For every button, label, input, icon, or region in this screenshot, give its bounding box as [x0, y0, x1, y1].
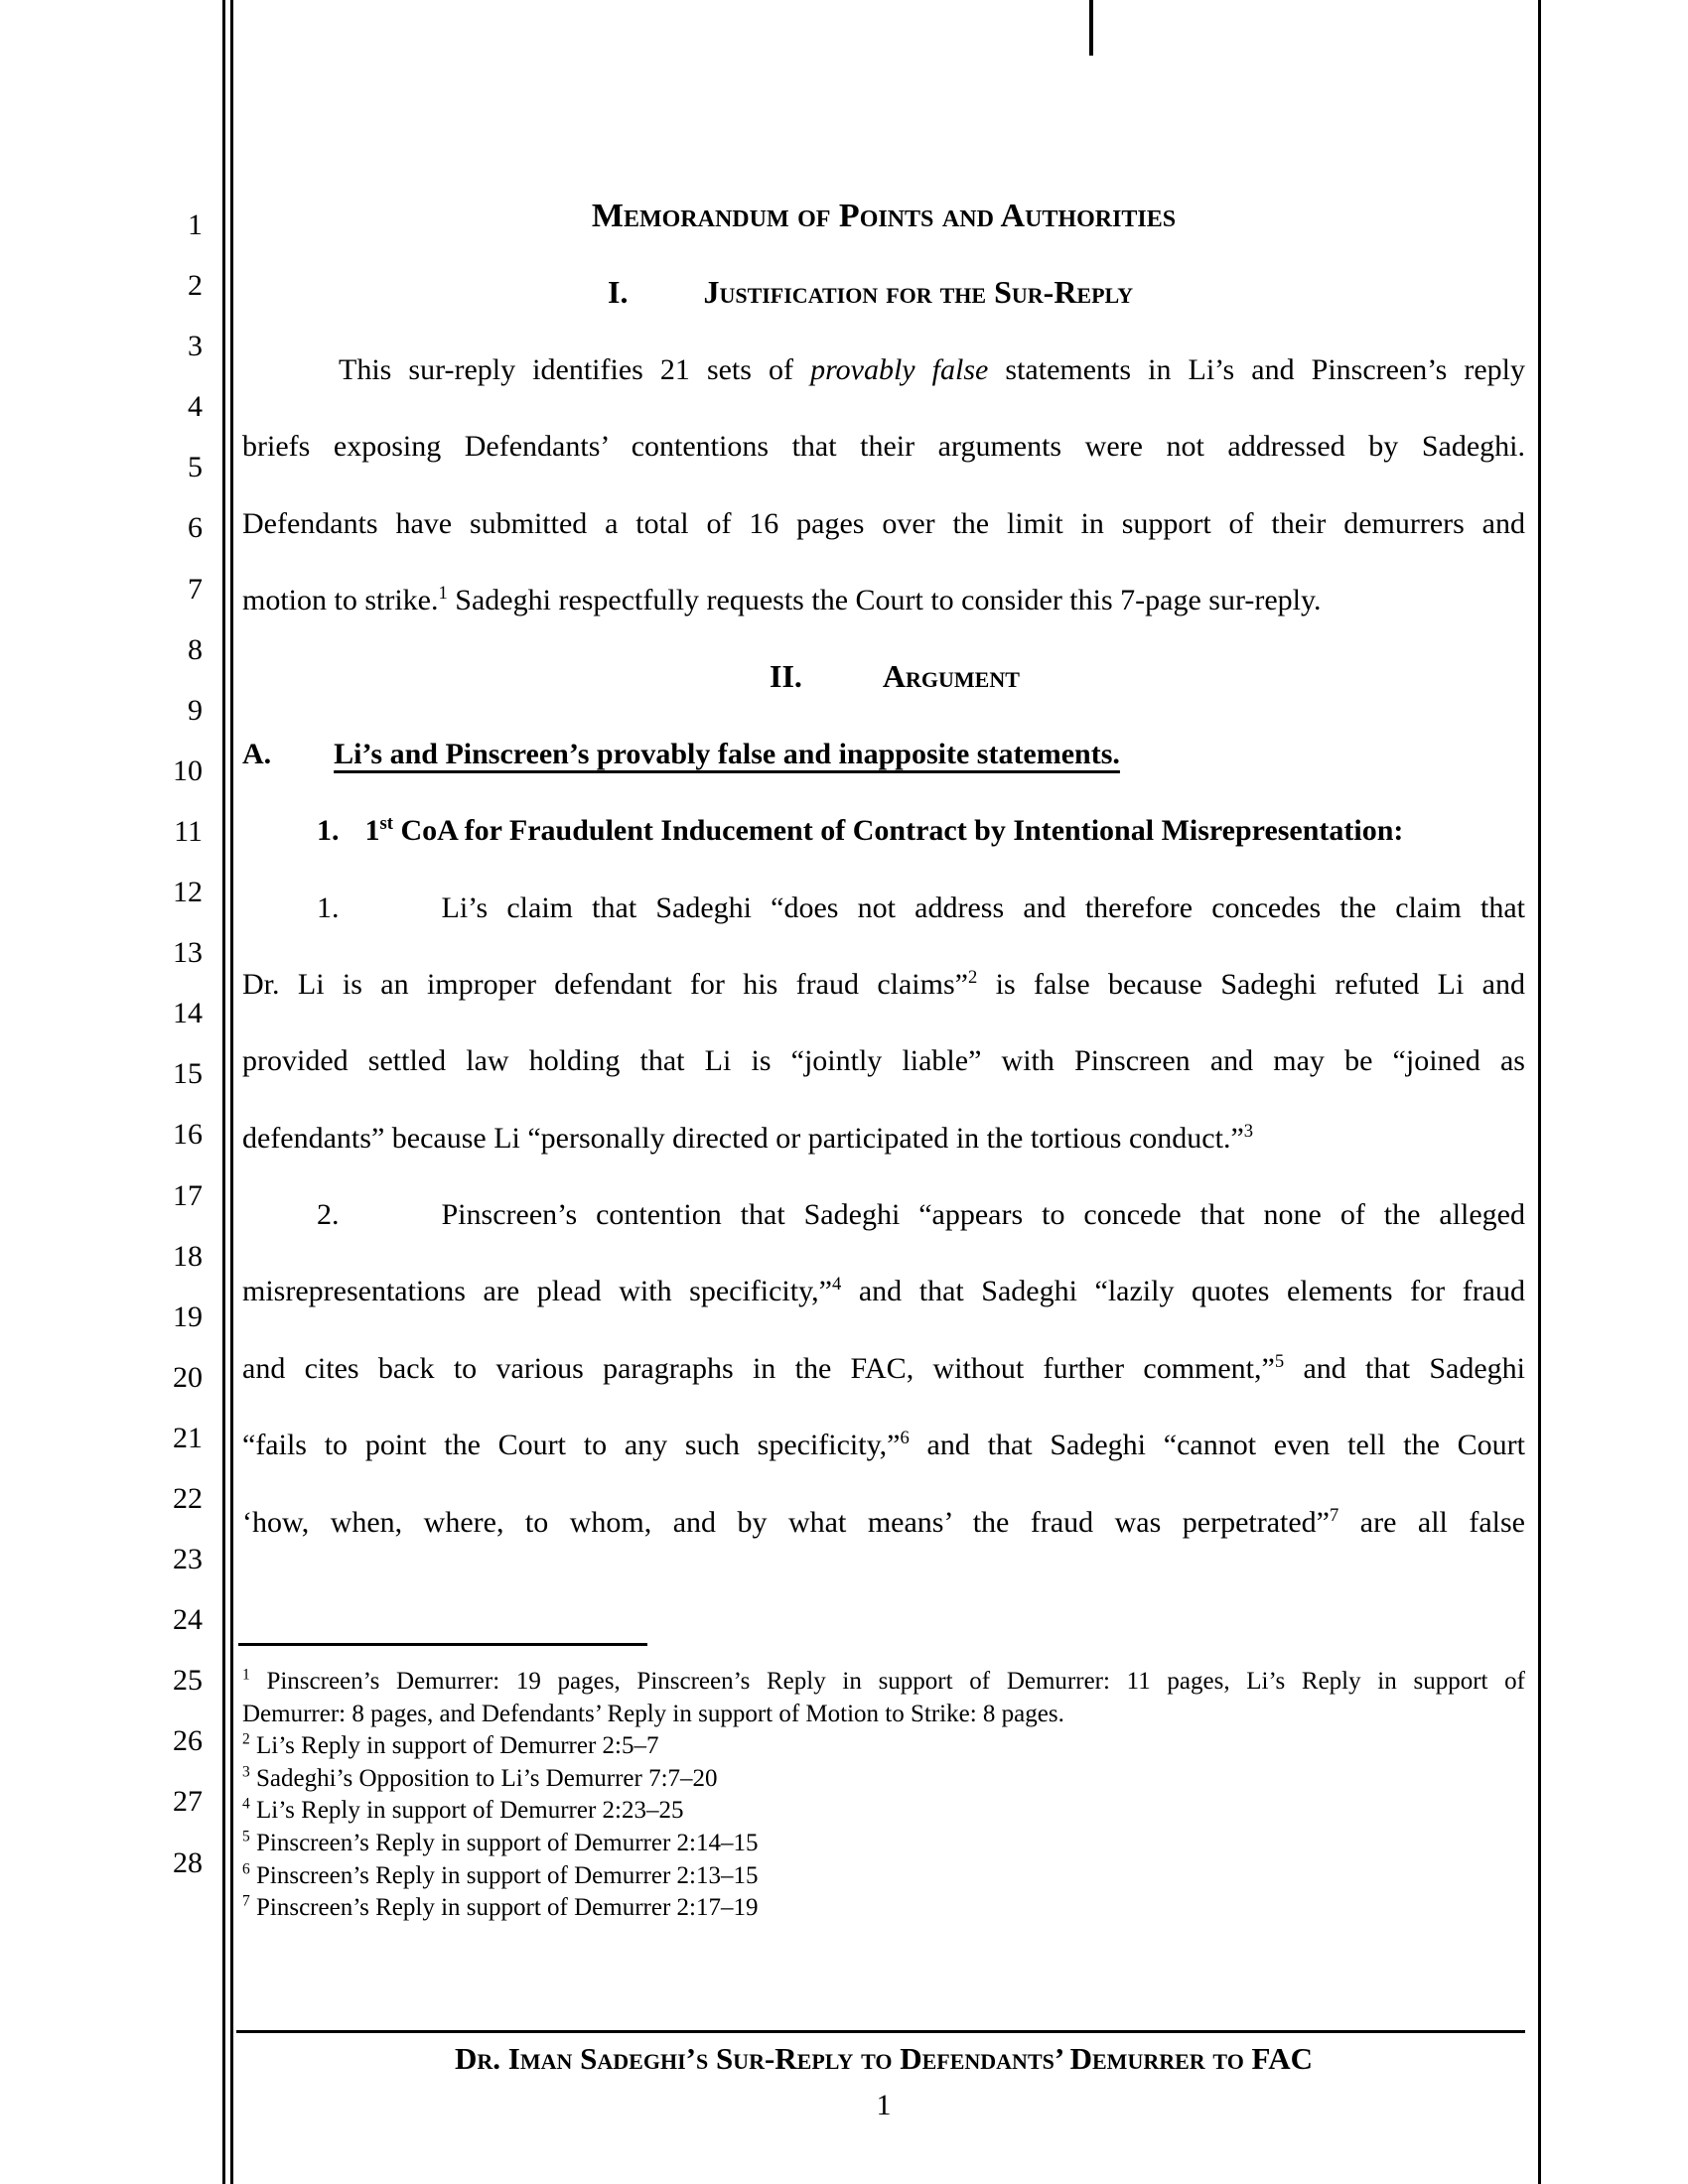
line-number: 9: [188, 693, 203, 727]
line-number: 7: [188, 572, 203, 606]
line-number: 17: [173, 1178, 203, 1212]
footnote-ref-2: 2: [967, 966, 978, 988]
footnote: $^1$ Pinscreen’s Demurrer: 19 pages, Pinscreen’s Reply in support of Demurrer: 11 pages, Li’s Reply in support of: [242, 1666, 1525, 1695]
paragraph-line: Defendants have submitted a total of 16 pages over the limit in support of their demurrers and: [242, 506, 1525, 540]
paragraph-line: 2. Pinscreen’s contention that Sadeghi “appears to concede that none of the alleged: [317, 1198, 1525, 1232]
coa-1-title: 1st CoA for Fraudulent Inducement of Contract by Intentional Misrepresentation:: [364, 813, 1404, 848]
line-number: 25: [173, 1664, 203, 1698]
line-number: 26: [173, 1724, 203, 1758]
line-number: 27: [173, 1785, 203, 1819]
paragraph-line: “fails to point the Court to any such specificity,”$^6$ and that Sadeghi “cannot even tell the Court: [242, 1428, 1525, 1462]
coa-heading-1: [242, 792, 1525, 869]
line-number: 19: [173, 1299, 203, 1333]
section-heading-1: [242, 254, 1525, 331]
footnote-number: 3: [242, 1763, 250, 1781]
footnote-ref-4: 4: [831, 1274, 842, 1296]
caption-divider-stub: [1089, 0, 1093, 56]
line-number: 10: [173, 753, 203, 787]
line-number: 11: [174, 814, 203, 848]
line-number: 22: [173, 1481, 203, 1515]
ordinal-suffix: st: [379, 813, 393, 835]
memo-title: [242, 178, 1525, 254]
footnote: $^6$ Pinscreen’s Reply in support of Demurrer 2:13–15: [242, 1860, 759, 1889]
footnote-ref-6: 6: [900, 1428, 910, 1449]
footnote-number: 5: [242, 1828, 250, 1845]
subsection-A-title: Li’s and Pinscreen’s provably false and inapposite statements.: [334, 737, 1120, 770]
line-number: 15: [173, 1057, 203, 1091]
footer-title: Dr. Iman Sadeghi’s Sur-Reply to Defendants’ Demurrer to FAC: [455, 2041, 1313, 2076]
paragraph-line: and cites back to various paragraphs in the FAC, without further comment,”$^5$ and that Sadeghi: [242, 1350, 1525, 1385]
section-heading-2: [242, 638, 1525, 715]
coa-1-number: 1.: [317, 814, 340, 848]
numbered-item-1: 1.: [317, 890, 340, 924]
footnote: $^4$ Li’s Reply in support of Demurrer 2:23–25: [242, 1796, 684, 1825]
paragraph-line: defendants” because Li “personally directed or participated in the tortious conduct.”$^3$: [242, 1120, 1254, 1155]
footnote-ref-5: 5: [1274, 1350, 1285, 1372]
line-number: 4: [188, 390, 203, 424]
footnote-number: 4: [242, 1796, 250, 1814]
line-number: 24: [173, 1603, 203, 1637]
paragraph-line: briefs exposing Defendants’ contentions that their arguments were not addressed by Sadeghi.: [242, 430, 1525, 464]
footnote-number: 1: [242, 1666, 250, 1684]
line-number: 12: [173, 876, 203, 909]
right-margin-rule: [1538, 0, 1541, 2184]
paragraph-line: This sur-reply identifies 21 sets of provably false statements in Li’s and Pinscreen’s reply: [339, 352, 1525, 386]
section-1-title: Justification for the Sur-Reply: [703, 274, 1134, 311]
footnote-number: 7: [242, 1892, 250, 1910]
footnote: $^2$ Li’s Reply in support of Demurrer 2:5–7: [242, 1730, 659, 1760]
line-number: 23: [173, 1543, 203, 1576]
footnote-separator: [238, 1643, 647, 1646]
line-number: 2: [188, 269, 203, 303]
pleading-line-numbers: [127, 195, 203, 1893]
line-number: 3: [188, 330, 203, 363]
footnote: $^7$ Pinscreen’s Reply in support of Demurrer 2:17–19: [242, 1892, 759, 1922]
line-number: 18: [173, 1239, 203, 1273]
line-number: 5: [188, 451, 203, 484]
line-number: 1: [188, 208, 203, 241]
footnote-number: 6: [242, 1860, 250, 1878]
paragraph-line: 1. Li’s claim that Sadeghi “does not address and therefore concedes the claim that: [317, 890, 1525, 924]
paragraph-line: misrepresentations are plead with specificity,”$^4$ and that Sadeghi “lazily quotes elements for fraud: [242, 1274, 1525, 1308]
page-number: 1: [876, 2089, 892, 2121]
footnotes: [242, 1666, 1525, 1925]
left-double-rule-inner: [230, 0, 233, 2184]
subsection-A-letter: A.: [242, 737, 272, 770]
line-number: 8: [188, 632, 203, 666]
footnote-ref-1: 1: [438, 582, 448, 604]
line-number: 13: [173, 936, 203, 970]
line-number: 16: [173, 1118, 203, 1152]
memorandum-body: [242, 178, 1525, 1561]
paragraph-line: ‘how, when, where, to whom, and by what means’ the fraud was perpetrated”$^7$ are all false: [242, 1504, 1525, 1539]
emphasis-text: provably false: [810, 352, 989, 386]
numbered-item-2: 2.: [317, 1198, 340, 1232]
footnote-ref-7: 7: [1330, 1504, 1339, 1526]
memo-title-text: Memorandum of Points and Authorities: [591, 198, 1177, 234]
line-number: 28: [173, 1845, 203, 1879]
section-1-number: I.: [608, 274, 629, 311]
footer-rule: [236, 2030, 1525, 2033]
line-number: 21: [173, 1421, 203, 1454]
line-number: 14: [173, 997, 203, 1030]
section-2-number: II.: [770, 658, 802, 695]
paragraph-line: provided settled law holding that Li is “jointly liable” with Pinscreen and may be “joined as: [242, 1044, 1525, 1078]
left-double-rule-outer: [222, 0, 225, 2184]
section-2-title: Argument: [882, 658, 1020, 695]
line-number: 6: [188, 511, 203, 545]
footnote-ref-3: 3: [1243, 1120, 1254, 1142]
footnote: $^5$ Pinscreen’s Reply in support of Demurrer 2:14–15: [242, 1828, 759, 1856]
subsection-heading-A: [242, 716, 1525, 792]
footnote-number: 2: [242, 1730, 250, 1748]
paragraph-line: Dr. Li is an improper defendant for his fraud claims”$^2$ is false because Sadeghi refuted Li and: [242, 966, 1525, 1001]
footnote-continuation: Demurrer: 8 pages, and Defendants’ Reply in support of Motion to Strike: 8 pages.: [242, 1700, 1064, 1727]
line-number: 20: [173, 1360, 203, 1394]
footnote: $^3$ Sadeghi’s Opposition to Li’s Demurrer 7:7–20: [242, 1763, 718, 1792]
paragraph-line: motion to strike.$^1$ Sadeghi respectfully requests the Court to consider this 7-page sur-reply.: [242, 582, 1322, 616]
